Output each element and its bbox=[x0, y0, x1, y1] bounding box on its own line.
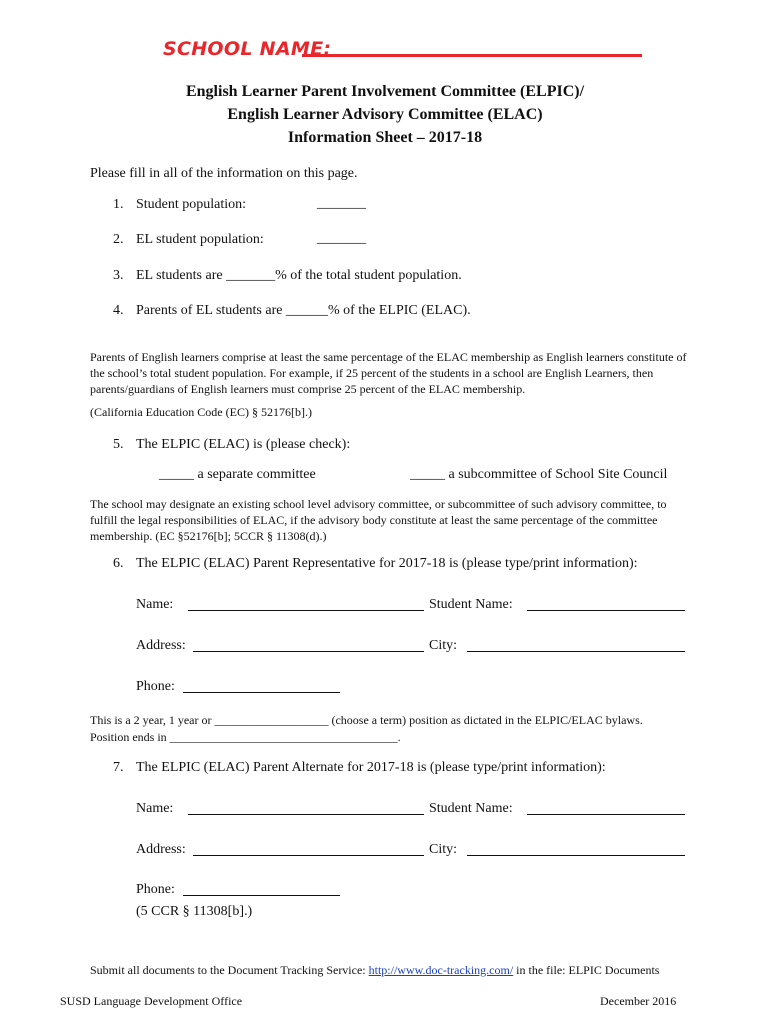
alt-address-label: Address: bbox=[136, 842, 186, 857]
q3-number: 3. bbox=[113, 268, 124, 283]
rep-phone-field[interactable] bbox=[183, 692, 340, 693]
alt-city-label: City: bbox=[429, 842, 458, 857]
q6-number: 6. bbox=[113, 556, 124, 571]
designation-paragraph: The school may designate an existing school level advisory committee, or subcommittee of such advisory committee, to fulfill the legal responsibilities of ELAC, if the advisory body constitute at least the same percentage of the committee membership. (EC §52176[b]; 5CCR § 11308(d).) bbox=[90, 497, 667, 543]
term-line[interactable]: This is a 2 year, 1 year or ___________________ (choose a term) position as dictated in the ELPIC/ELAC bylaws. bbox=[90, 713, 643, 727]
ccr-citation: (5 CCR § 11308[b].) bbox=[136, 904, 253, 919]
option-subcommittee[interactable]: _____ a subcommittee of School Site Council bbox=[410, 467, 668, 482]
alt-student-name-label: Student Name: bbox=[429, 801, 513, 816]
rep-city-label: City: bbox=[429, 638, 458, 653]
title-line-2: English Learner Advisory Committee (ELAC) bbox=[227, 106, 543, 123]
option-separate-committee[interactable]: _____ a separate committee bbox=[159, 467, 316, 482]
intro-text: Please fill in all of the information on this page. bbox=[90, 166, 358, 181]
rep-name-field[interactable] bbox=[188, 610, 424, 611]
q7-number: 7. bbox=[113, 760, 124, 775]
title-line-3: Information Sheet – 2017-18 bbox=[287, 129, 483, 146]
title-line-1: English Learner Parent Involvement Committee (ELPIC)/ bbox=[185, 83, 585, 100]
q1-label: Student population: bbox=[136, 197, 247, 212]
q6-label: The ELPIC (ELAC) Parent Representative for 2017-18 is (please type/print information): bbox=[136, 556, 638, 571]
alt-city-field[interactable] bbox=[467, 855, 685, 856]
alt-name-label: Name: bbox=[136, 801, 174, 816]
rep-student-name-field[interactable] bbox=[527, 610, 685, 611]
submit-instructions bbox=[90, 962, 659, 978]
membership-paragraph: Parents of English learners comprise at least the same percentage of the ELAC membership as English learners constitute of the school’s total student population. For example, if 25 percent of the students in a school are English Learners, then parents/guardians of English learners must comprise 25 percent of the ELAC membership. bbox=[90, 350, 687, 396]
q1-number: 1. bbox=[113, 197, 124, 212]
footer-date: December 2016 bbox=[600, 994, 677, 1008]
rep-address-field[interactable] bbox=[193, 651, 424, 652]
alt-address-field[interactable] bbox=[193, 855, 424, 856]
school-name-label: SCHOOL NAME: bbox=[163, 38, 332, 60]
ec-citation: (California Education Code (EC) § 52176[b].) bbox=[90, 405, 312, 419]
submit-suffix: in the file: ELPIC Documents bbox=[513, 963, 660, 977]
alt-student-name-field[interactable] bbox=[527, 814, 685, 815]
q2-blank[interactable]: _______ bbox=[317, 231, 366, 246]
rep-phone-label: Phone: bbox=[136, 679, 175, 694]
q4-number: 4. bbox=[113, 303, 124, 318]
school-name-field[interactable] bbox=[302, 54, 642, 57]
alt-phone-label: Phone: bbox=[136, 882, 175, 897]
footer-office: SUSD Language Development Office bbox=[60, 994, 243, 1008]
q4-text[interactable]: Parents of EL students are ______% of the ELPIC (ELAC). bbox=[136, 303, 471, 318]
q3-text[interactable]: EL students are _______% of the total student population. bbox=[136, 268, 462, 283]
q5-number: 5. bbox=[113, 437, 124, 452]
q2-number: 2. bbox=[113, 232, 124, 247]
alt-name-field[interactable] bbox=[188, 814, 424, 815]
rep-address-label: Address: bbox=[136, 638, 186, 653]
position-ends-line[interactable]: Position ends in ______________________________________. bbox=[90, 730, 401, 744]
alt-phone-field[interactable] bbox=[183, 895, 340, 896]
doc-tracking-link[interactable]: http://www.doc-tracking.com/ bbox=[368, 963, 514, 977]
q5-label: The ELPIC (ELAC) is (please check): bbox=[136, 437, 351, 452]
q2-label: EL student population: bbox=[136, 232, 264, 247]
submit-prefix: Submit all documents to the Document Tracking Service: bbox=[90, 963, 369, 977]
q7-label: The ELPIC (ELAC) Parent Alternate for 2017-18 is (please type/print information): bbox=[136, 760, 606, 775]
q1-blank[interactable]: _______ bbox=[317, 196, 366, 211]
rep-city-field[interactable] bbox=[467, 651, 685, 652]
rep-student-name-label: Student Name: bbox=[429, 597, 513, 612]
rep-name-label: Name: bbox=[136, 597, 174, 612]
